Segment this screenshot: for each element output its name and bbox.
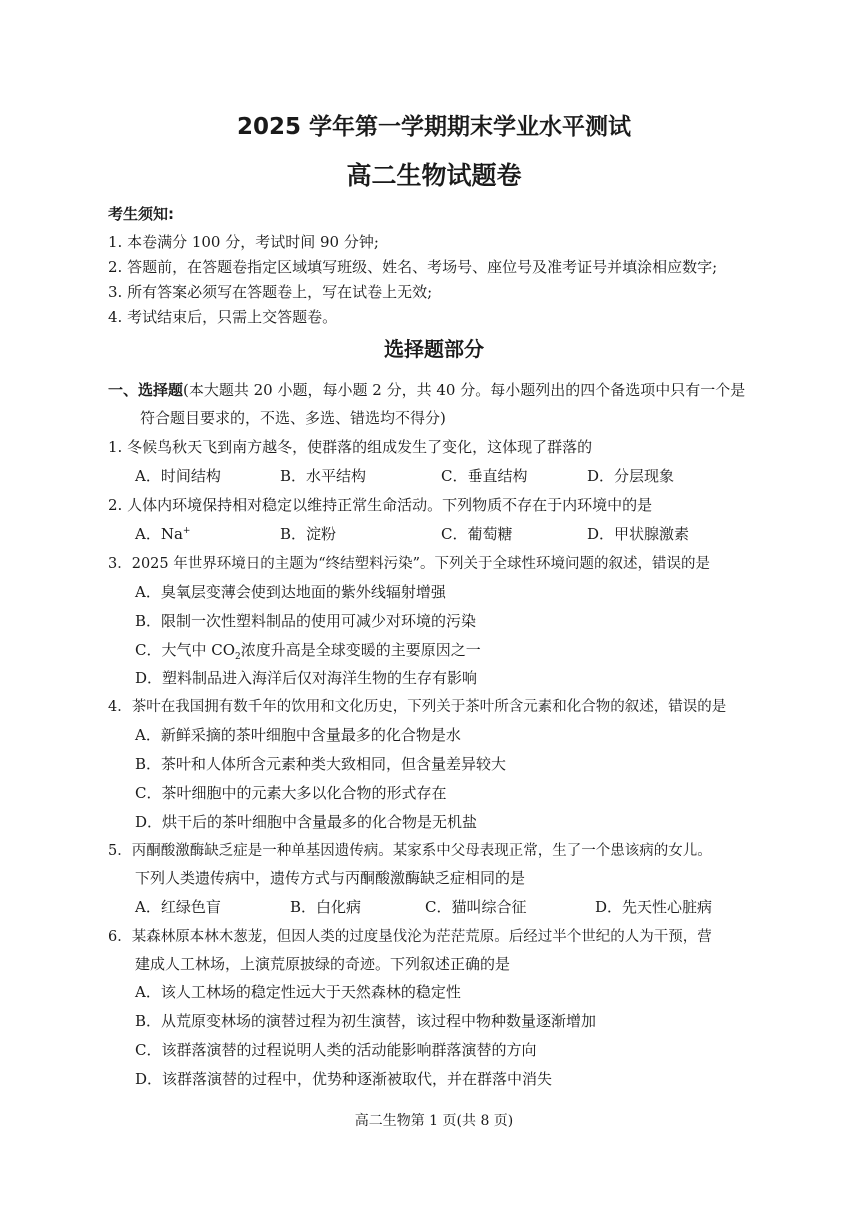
notice-item: 2. 答题前，在答题卷指定区域填写班级、姓名、考场号、座位号及准考证号并填涂相应数字; [108,258,718,276]
option-a: A．臭氧层变薄会使到达地面的紫外线辐射增强 [135,583,446,601]
option-b: B．白化病 [290,898,362,916]
option-c: C．葡萄糖 [441,525,513,543]
question-stem: 4．茶叶在我国拥有数千年的饮用和文化历史，下列关于茶叶所含元素和化合物的叙述，错误的是 [108,699,727,715]
option-c: C．茶叶细胞中的元素大多以化合物的形式存在 [135,784,447,802]
option-c: C．该群落演替的过程说明人类的活动能影响群落演替的方向 [135,1041,537,1059]
option-c-rest: 浓度升高是全球变暖的主要原因之一 [240,641,481,659]
option-c [135,639,481,662]
option-d: D．烘干后的茶叶细胞中含量最多的化合物是无机盐 [135,813,478,831]
notice-item: 1. 本卷满分 100 分，考试时间 90 分钟; [108,233,379,251]
option-a: A．时间结构 [135,467,221,485]
question-stem-cont: 下列人类遗传病中，遗传方式与丙酮酸激酶缺乏症相同的是 [135,869,526,887]
section-title: 选择题部分 [384,337,484,361]
part-desc-line2: 符合题目要求的，不选、多选、错选均不得分) [140,409,446,427]
option-a: A．新鲜采摘的茶叶细胞中含量最多的化合物是水 [135,726,461,744]
superscript: + [182,526,191,536]
question-stem: 2. 人体内环境保持相对稳定以维持正常生命活动。下列物质不存在于内环境中的是 [108,496,653,514]
question-stem: 5．丙酮酸激酶缺乏症是一种单基因遗传病。某家系中父母表现正常，生了一个患该病的女儿。 [108,843,712,859]
question-stem-cont: 建成人工林场，上演荒原披绿的奇迹。下列叙述正确的是 [135,955,511,973]
option-b: B．茶叶和人体所含元素种类大致相同，但含量差异较大 [135,755,507,773]
option-d: D．甲状腺激素 [587,525,690,543]
notice-item: 4. 考试结束后，只需上交答题卷。 [108,308,338,326]
option-d: D．先天性心脏病 [595,898,713,916]
option-d: D．该群落演替的过程中，优势种逐渐被取代，并在群落中消失 [135,1070,553,1088]
option-a-text: A．Na [135,525,183,543]
option-b: B．水平结构 [280,467,367,485]
exam-title: 2025 学年第一学期期末学业水平测试 [236,114,632,140]
option-b: B．淀粉 [280,525,337,543]
option-a: A．红绿色盲 [135,898,221,916]
option-b: B．限制一次性塑料制品的使用可减少对环境的污染 [135,612,477,630]
option-d: D．塑料制品进入海洋后仅对海洋生物的生存有影响 [135,669,478,687]
option-a [135,523,190,544]
option-c-text: C．大气中 CO [135,641,236,659]
subscript: 2 [235,652,241,662]
question-stem: 3．2025 年世界环境日的主题为“终结塑料污染”。下列关于全球性环境问题的叙述，错误的是 [108,556,711,572]
option-d: D．分层现象 [587,467,675,485]
page-footer: 高二生物第 1 页(共 8 页) [354,1113,514,1129]
question-stem: 1. 冬候鸟秋天飞到南方越冬，使群落的组成发生了变化，这体现了群落的 [108,438,593,456]
part-label: 一、选择题 [108,381,184,399]
option-c: C．垂直结构 [441,467,528,485]
question-stem: 6．某森林原本林木葱茏，但因人类的过度垦伐沦为茫茫荒原。后经过半个世纪的人为干预，营 [108,929,712,945]
notice-heading: 考生须知: [108,205,174,223]
part-desc: (本大题共 20 小题，每小题 2 分，共 40 分。每小题列出的四个备选项中只有一个是 [183,381,746,399]
part-instructions [108,379,745,400]
exam-subtitle: 高二生物试题卷 [346,161,522,190]
option-c: C．猫叫综合征 [425,898,527,916]
notice-item: 3. 所有答案必须写在答题卷上，写在试卷上无效; [108,283,433,301]
option-a: A．该人工林场的稳定性远大于天然森林的稳定性 [135,983,461,1001]
option-b: B．从荒原变林场的演替过程为初生演替，该过程中物种数量逐渐增加 [135,1012,597,1030]
